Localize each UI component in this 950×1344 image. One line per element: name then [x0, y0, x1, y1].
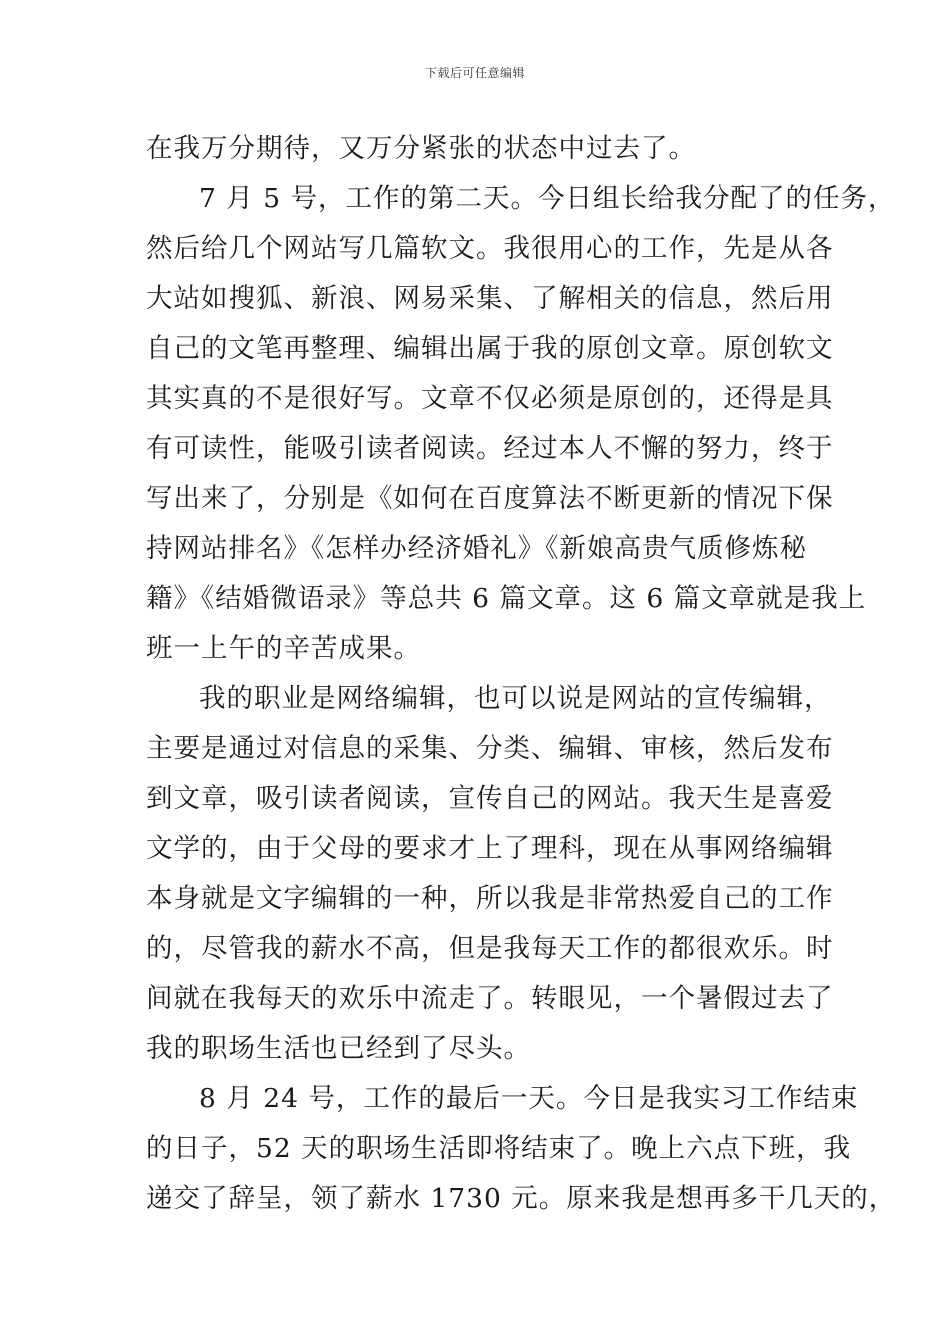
text-line: 的日子，52 天的职场生活即将结束了。晚上六点下班，我	[146, 1133, 852, 1164]
text-line: 本身就是文字编辑的一种，所以我是非常热爱自己的工作	[146, 883, 834, 914]
text-line: 文学的，由于父母的要求才上了理科，现在从事网络编辑	[146, 833, 834, 864]
text-line: 写出来了，分别是《如何在百度算法不断更新的情况下保	[146, 483, 834, 514]
text-line: 大站如搜狐、新浪、网易采集、了解相关的信息，然后用	[146, 283, 834, 314]
paragraph-start-line: 8 月 24 号，工作的最后一天。今日是我实习工作结束	[199, 1083, 859, 1114]
text-line: 然后给几个网站写几篇软文。我很用心的工作，先是从各	[146, 233, 834, 264]
text-line: 主要是通过对信息的采集、分类、编辑、审核，然后发布	[146, 733, 834, 764]
text-line: 间就在我每天的欢乐中流走了。转眼见，一个暑假过去了	[146, 983, 834, 1014]
text-line: 我的职场生活也已经到了尽头。	[146, 1033, 531, 1064]
text-line: 有可读性，能吸引读者阅读。经过本人不懈的努力，终于	[146, 433, 834, 464]
text-line: 递交了辞呈，领了薪水 1730 元。原来我是想再多干几天的，	[146, 1183, 897, 1214]
text-line: 持网站排名》《怎样办经济婚礼》《新娘高贵气质修炼秘	[146, 533, 807, 564]
document-body	[146, 124, 897, 1224]
text-line: 班一上午的辛苦成果。	[146, 633, 421, 664]
text-line: 在我万分期待，又万分紧张的状态中过去了。	[146, 133, 696, 164]
paragraph-start-line: 7 月 5 号，工作的第二天。今日组长给我分配了的任务，	[199, 183, 896, 214]
text-line: 自己的文笔再整理、编辑出属于我的原创文章。原创软文	[146, 333, 834, 364]
paragraph-start-line: 我的职业是网络编辑，也可以说是网站的宣传编辑，	[199, 683, 832, 714]
page-header: 下载后可任意编辑	[424, 66, 525, 80]
text-line: 到文章，吸引读者阅读，宣传自己的网站。我天生是喜爱	[146, 783, 834, 814]
text-line: 的，尽管我的薪水不高，但是我每天工作的都很欢乐。时	[146, 933, 834, 964]
text-line: 其实真的不是很好写。文章不仅必须是原创的，还得是具	[146, 383, 834, 414]
text-line: 籍》《结婚微语录》等总共 6 篇文章。这 6 篇文章就是我上	[146, 583, 867, 614]
